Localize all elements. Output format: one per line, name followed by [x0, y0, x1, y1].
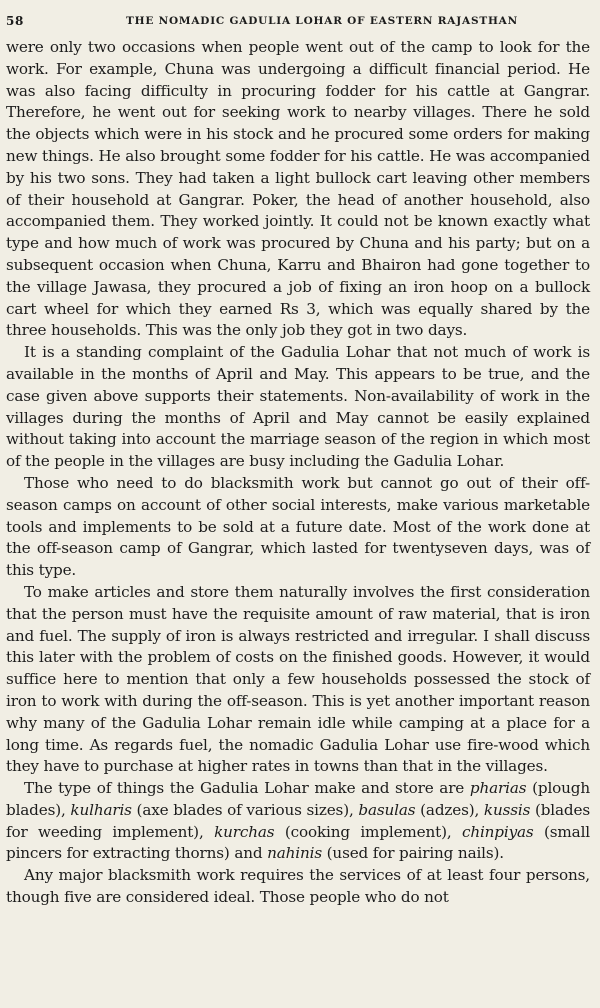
paragraph-off-season-camps: Those who need to do blacksmith work but cannot go out of their off-season camps on account of other social interests, make various marketable tools and implements to be sold at a future date. Most of the work done at the off-season camp of Gangrar, which lasted for twentyseven days, was of this type. — [6, 473, 590, 580]
text-run: (axe blades of various sizes), — [131, 800, 359, 819]
term-kulharis: kulharis — [70, 800, 132, 819]
term-pharias: pharias — [469, 779, 527, 798]
paragraph-continued: were only two occasions when people went out of the camp to look for the work. For example, Chuna was undergoing a difficult financial period. He was also facing difficulty in procuring fodder for his cattle at Gangrar. Therefore, he went out for seeking work to nearby villages. There he sold the objects which were in his stock and he procured some orders for making new things. He also brought some fodder for his cattle. He was accompanied by his two sons. They had taken a light bullock cart leaving other members of their household at Gangrar. Poker, the head of another household, also accompanied them. They worked jointly. It could not be known exactly what type and how much of work was procured by Chuna and his party; but on a subsequent occasion when Chuna, Karru and Bhairon had gone together to the village Jawasa, they procured a job of fixing an iron hoop on a bullock cart wheel for which they earned Rs 3, which was equally shared by the three households. This was the only job they got in two days. — [6, 38, 590, 340]
paragraph-work-availability: It is a standing complaint of the Gadulia Lohar that not much of work is available in the months of April and May. This appears to be true, and the case given above supports their statements. Non-availability of work in the villages during the months of April and May cannot be easily explained without taking into account the marriage season of the region in which most of the people in the villages are busy including the Gadulia Lohar. — [6, 343, 590, 471]
term-kussis: kussis — [483, 800, 531, 819]
term-nahinis: nahinis — [267, 844, 322, 863]
term-chinpiyas: chinpiyas — [461, 822, 534, 841]
text-run: (small pincers for extracting thorns) and — [6, 822, 590, 863]
text-run: The type of things the Gadulia Lohar make and store are — [24, 779, 470, 798]
text-run: (plough blades), — [6, 779, 590, 819]
term-basulas: basulas — [358, 800, 416, 819]
page-number: 58 — [6, 14, 24, 28]
term-kurchas: kurchas — [214, 822, 275, 841]
paragraph-things-made — [6, 778, 590, 865]
page-header — [6, 14, 590, 36]
text-run: (adzes), — [415, 800, 484, 819]
text-run: (blades for weeding implement), — [6, 800, 590, 841]
text-run: (cooking implement), — [274, 822, 462, 841]
text-run: (used for pairing nails). — [321, 844, 504, 863]
paragraph-blacksmith-work: Any major blacksmith work requires the services of at least four persons, though five are considered ideal. Those people who do not — [6, 866, 590, 907]
running-head: THE NOMADIC GADULIA LOHAR OF EASTERN RAJASTHAN — [126, 15, 519, 27]
body-text — [6, 37, 590, 909]
paragraph-raw-material: To make articles and store them naturally involves the first consideration that the person must have the requisite amount of raw material, that is iron and fuel. The supply of iron is always restricted and irregular. I shall discuss this later with the problem of costs on the finished goods. However, it would suffice here to mention that only a few households possessed the stock of iron to work with during the off-season. This is yet another important reason why many of the Gadulia Lohar remain idle while camping at a place for a long time. As regards fuel, the nomadic Gadulia Lohar use fire-wood which they have to purchase at higher rates in towns than that in the villages. — [6, 582, 590, 776]
